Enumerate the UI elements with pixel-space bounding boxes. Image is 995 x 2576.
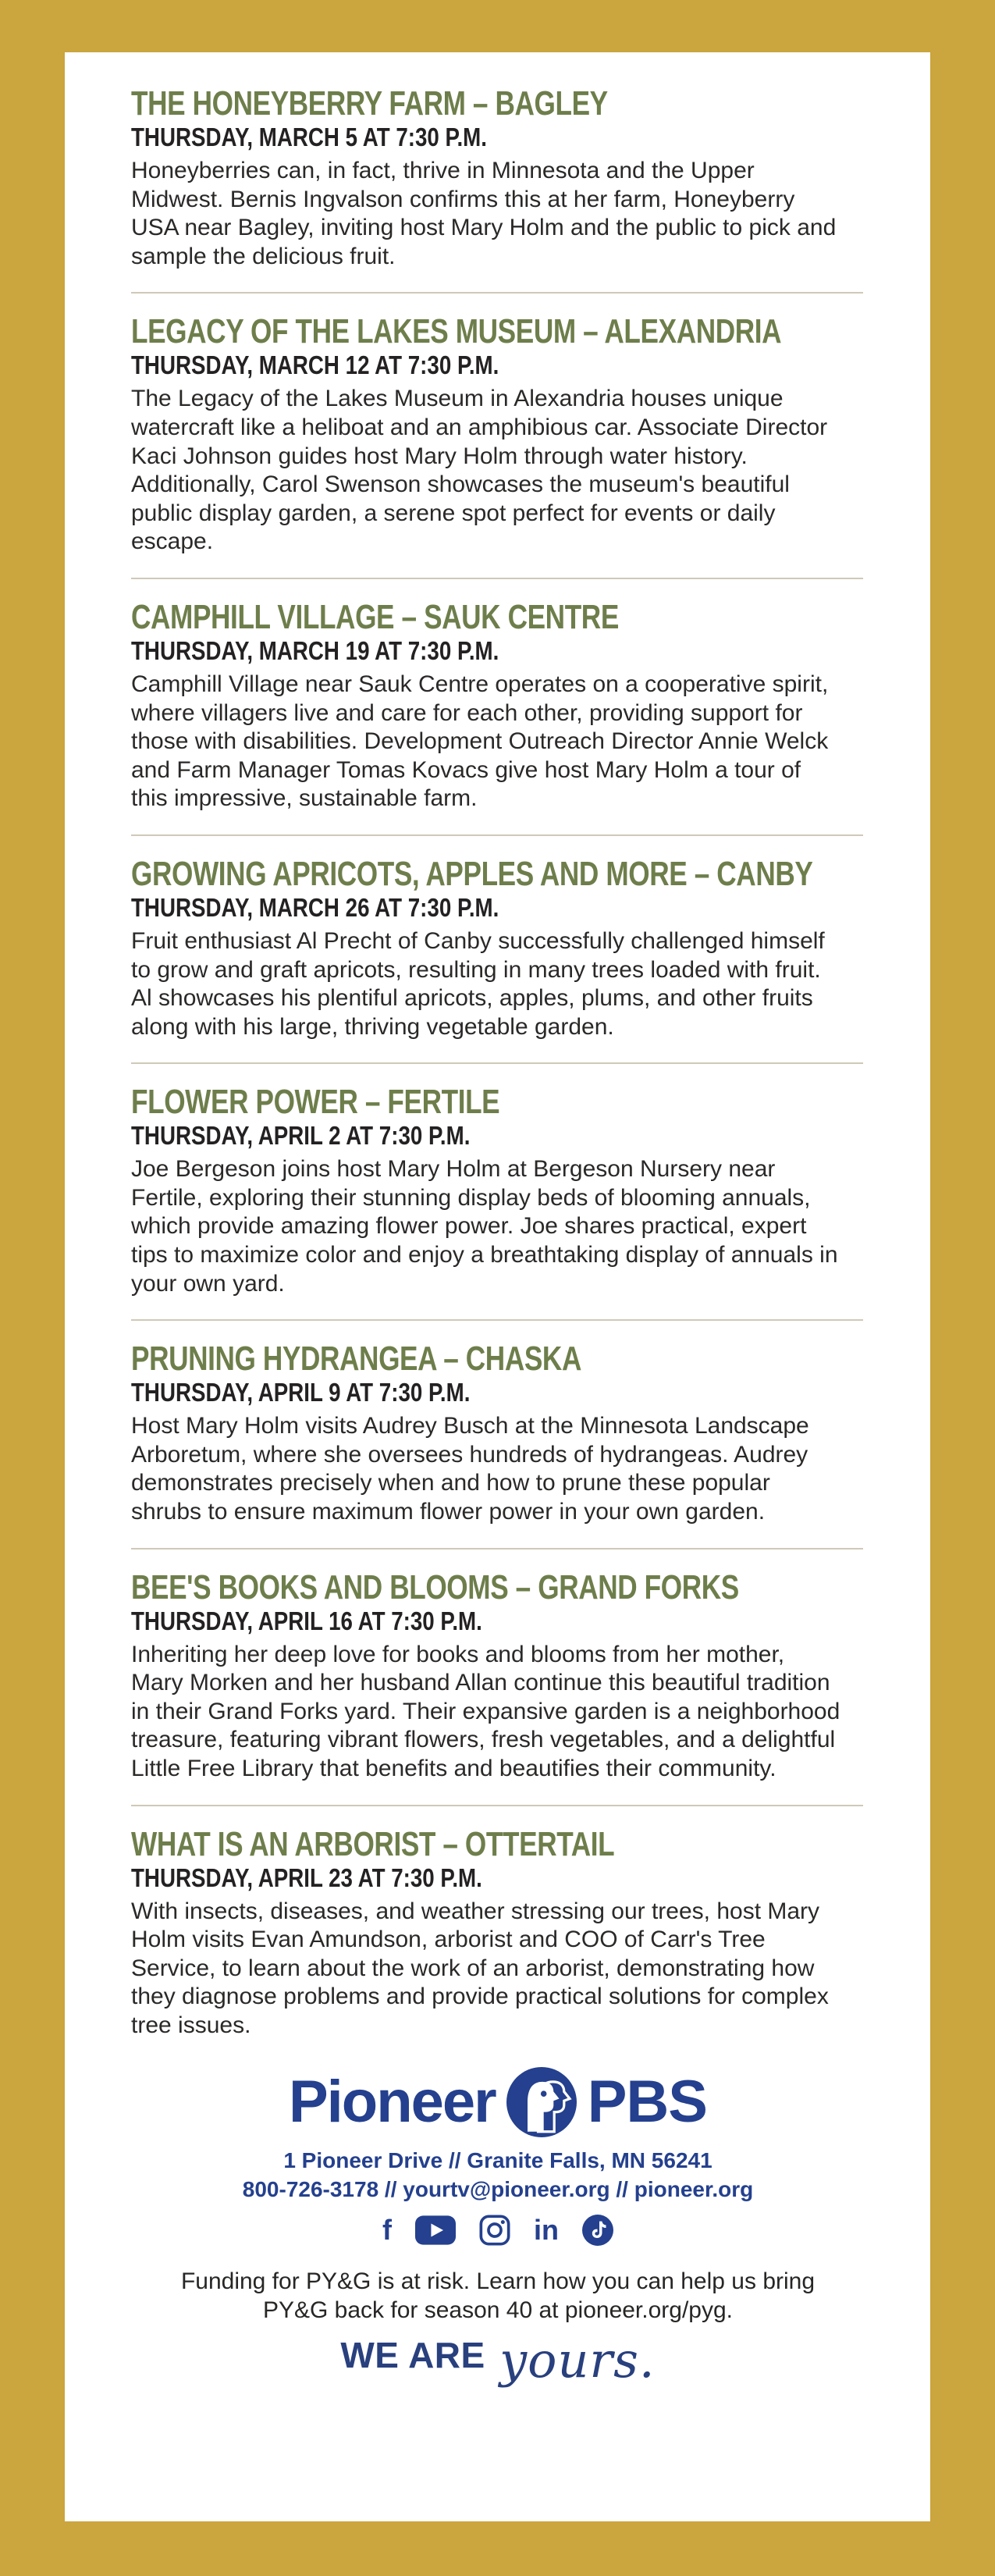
funding-note: Funding for PY&G is at risk. Learn how you can help us bring PY&G back for season 40 at pioneer.org/pyg. (180, 2268, 816, 2324)
episode-title: WHAT IS AN ARBORIST – OTTERTAIL (131, 1824, 615, 1863)
linkedin-icon[interactable]: in (534, 2214, 559, 2247)
episode-description: Fruit enthusiast Al Precht of Canby successfully challenged himself to grow and graft apricots, resulting in many trees loaded with fruit. Al showcases his plentiful apricots, apples, plums, and other fruits along with his large, thriving vegetable garden. (131, 927, 825, 1040)
tagline (131, 2332, 865, 2389)
episode-datetime: THURSDAY, APRIL 2 AT 7:30 P.M. (131, 1121, 471, 1151)
episode-description: Joe Bergeson joins host Mary Holm at Bergeson Nursery near Fertile, exploring their stunning display beds of blooming annuals, which provide amazing flower power. Joe shares practical, expert tips to maximize color and enjoy a breathtaking display of annuals in your own yard. (131, 1156, 838, 1297)
episode-datetime: THURSDAY, MARCH 26 AT 7:30 P.M. (131, 892, 499, 922)
episode-datetime: THURSDAY, APRIL 23 AT 7:30 P.M. (131, 1863, 482, 1892)
content-card (65, 52, 930, 2521)
episode-title: FLOWER POWER – FERTILE (131, 1083, 500, 1122)
contact-line: 800-726-3178 // yourtv@pioneer.org // pioneer.org (242, 2176, 754, 2201)
episode-title: THE HONEYBERRY FARM – BAGLEY (131, 84, 608, 123)
section-divider (131, 578, 863, 579)
episode-section (131, 597, 865, 813)
episode-title: PRUNING HYDRANGEA – CHASKA (131, 1340, 581, 1379)
episode-section (131, 84, 865, 271)
footer (131, 2067, 865, 2389)
tagline-we-are: WE ARE (340, 2334, 485, 2375)
instagram-icon[interactable] (479, 2215, 510, 2246)
episode-description: Camphill Village near Sauk Centre operates on a cooperative spirit, where villagers live and care for each other, providing support for those with disabilities. Development Outreach Director Annie Welck and Farm Manager Tomas Kovacs give host Mary Holm a tour of this impressive, sustainable farm. (131, 671, 829, 812)
episode-title: LEGACY OF THE LAKES MUSEUM – ALEXANDRIA (131, 312, 782, 351)
episode-section (131, 1824, 865, 2041)
social-icons-row (131, 2213, 865, 2247)
episode-datetime: THURSDAY, APRIL 16 AT 7:30 P.M. (131, 1606, 482, 1635)
episode-description: Honeyberries can, in fact, thrive in Minnesota and the Upper Midwest. Bernis Ingvalson confirms this at her farm, Honeyberry USA near Bagley, inviting host Mary Holm and the public to pick and sample the delicious fruit. (131, 158, 837, 269)
episode-description: With insects, diseases, and weather stressing our trees, host Mary Holm visits Evan Amundson, arborist and COO of Carr's Tree Service, to learn about the work of an arborist, demonstrating how they diagnose problems and provide practical solutions for complex tree issues. (131, 1898, 829, 2038)
section-divider (131, 292, 863, 294)
pioneer-pbs-logo (131, 2067, 865, 2137)
episode-title: CAMPHILL VILLAGE – SAUK CENTRE (131, 597, 619, 636)
section-divider (131, 1062, 863, 1064)
episode-datetime: THURSDAY, MARCH 5 AT 7:30 P.M. (131, 123, 487, 151)
episode-datetime: THURSDAY, MARCH 19 AT 7:30 P.M. (131, 635, 499, 665)
section-divider (131, 834, 863, 836)
section-divider (131, 1548, 863, 1550)
pbs-wordmark: PBS (587, 2068, 708, 2135)
pioneer-wordmark: Pioneer (288, 2068, 496, 2135)
section-divider (131, 1805, 863, 1806)
episode-title: GROWING APRICOTS, APPLES AND MORE – CANBY (131, 854, 813, 893)
episode-section (131, 312, 865, 557)
section-divider (131, 1319, 863, 1321)
pbs-head-icon (506, 2067, 577, 2137)
episode-description: The Legacy of the Lakes Museum in Alexandria houses unique watercraft like a heliboat and an amphibious car. Associate Director Kaci Johnson guides host Mary Holm through water history. Additionally, Carol Swenson showcases the museum's beautiful public display garden, a serene spot perfect for events or daily escape. (131, 386, 828, 555)
episode-description: Host Mary Holm visits Audrey Busch at the Minnesota Landscape Arboretum, where she oversees hundreds of hydrangeas. Audrey demonstrates precisely when and how to prune these popular shrubs to ensure maximum flower power in your own garden. (131, 1413, 809, 1525)
episode-description: Inheriting her deep love for books and blooms from her mother, Mary Morken and her husband Allan continue this beautiful tradition in their Grand Forks yard. Their expansive garden is a neighborhood treasure, featuring vibrant flowers, fresh vegetables, and a delightful Little Free Library that benefits and beautifies their community. (131, 1641, 840, 1781)
episode-datetime: THURSDAY, MARCH 12 AT 7:30 P.M. (131, 350, 499, 380)
episode-section (131, 1567, 865, 1784)
facebook-icon[interactable]: f (382, 2214, 392, 2247)
address-line: 1 Pioneer Drive // Granite Falls, MN 56241 (283, 2147, 712, 2172)
episode-title: BEE'S BOOKS AND BLOOMS – GRAND FORKS (131, 1567, 739, 1606)
youtube-icon[interactable] (415, 2215, 456, 2245)
episode-section (131, 1085, 865, 1298)
episode-section (131, 1342, 865, 1526)
tiktok-icon[interactable] (582, 2215, 613, 2246)
episode-datetime: THURSDAY, APRIL 9 AT 7:30 P.M. (131, 1378, 471, 1407)
tagline-yours: yours. (499, 2331, 656, 2389)
episode-section (131, 854, 865, 1041)
